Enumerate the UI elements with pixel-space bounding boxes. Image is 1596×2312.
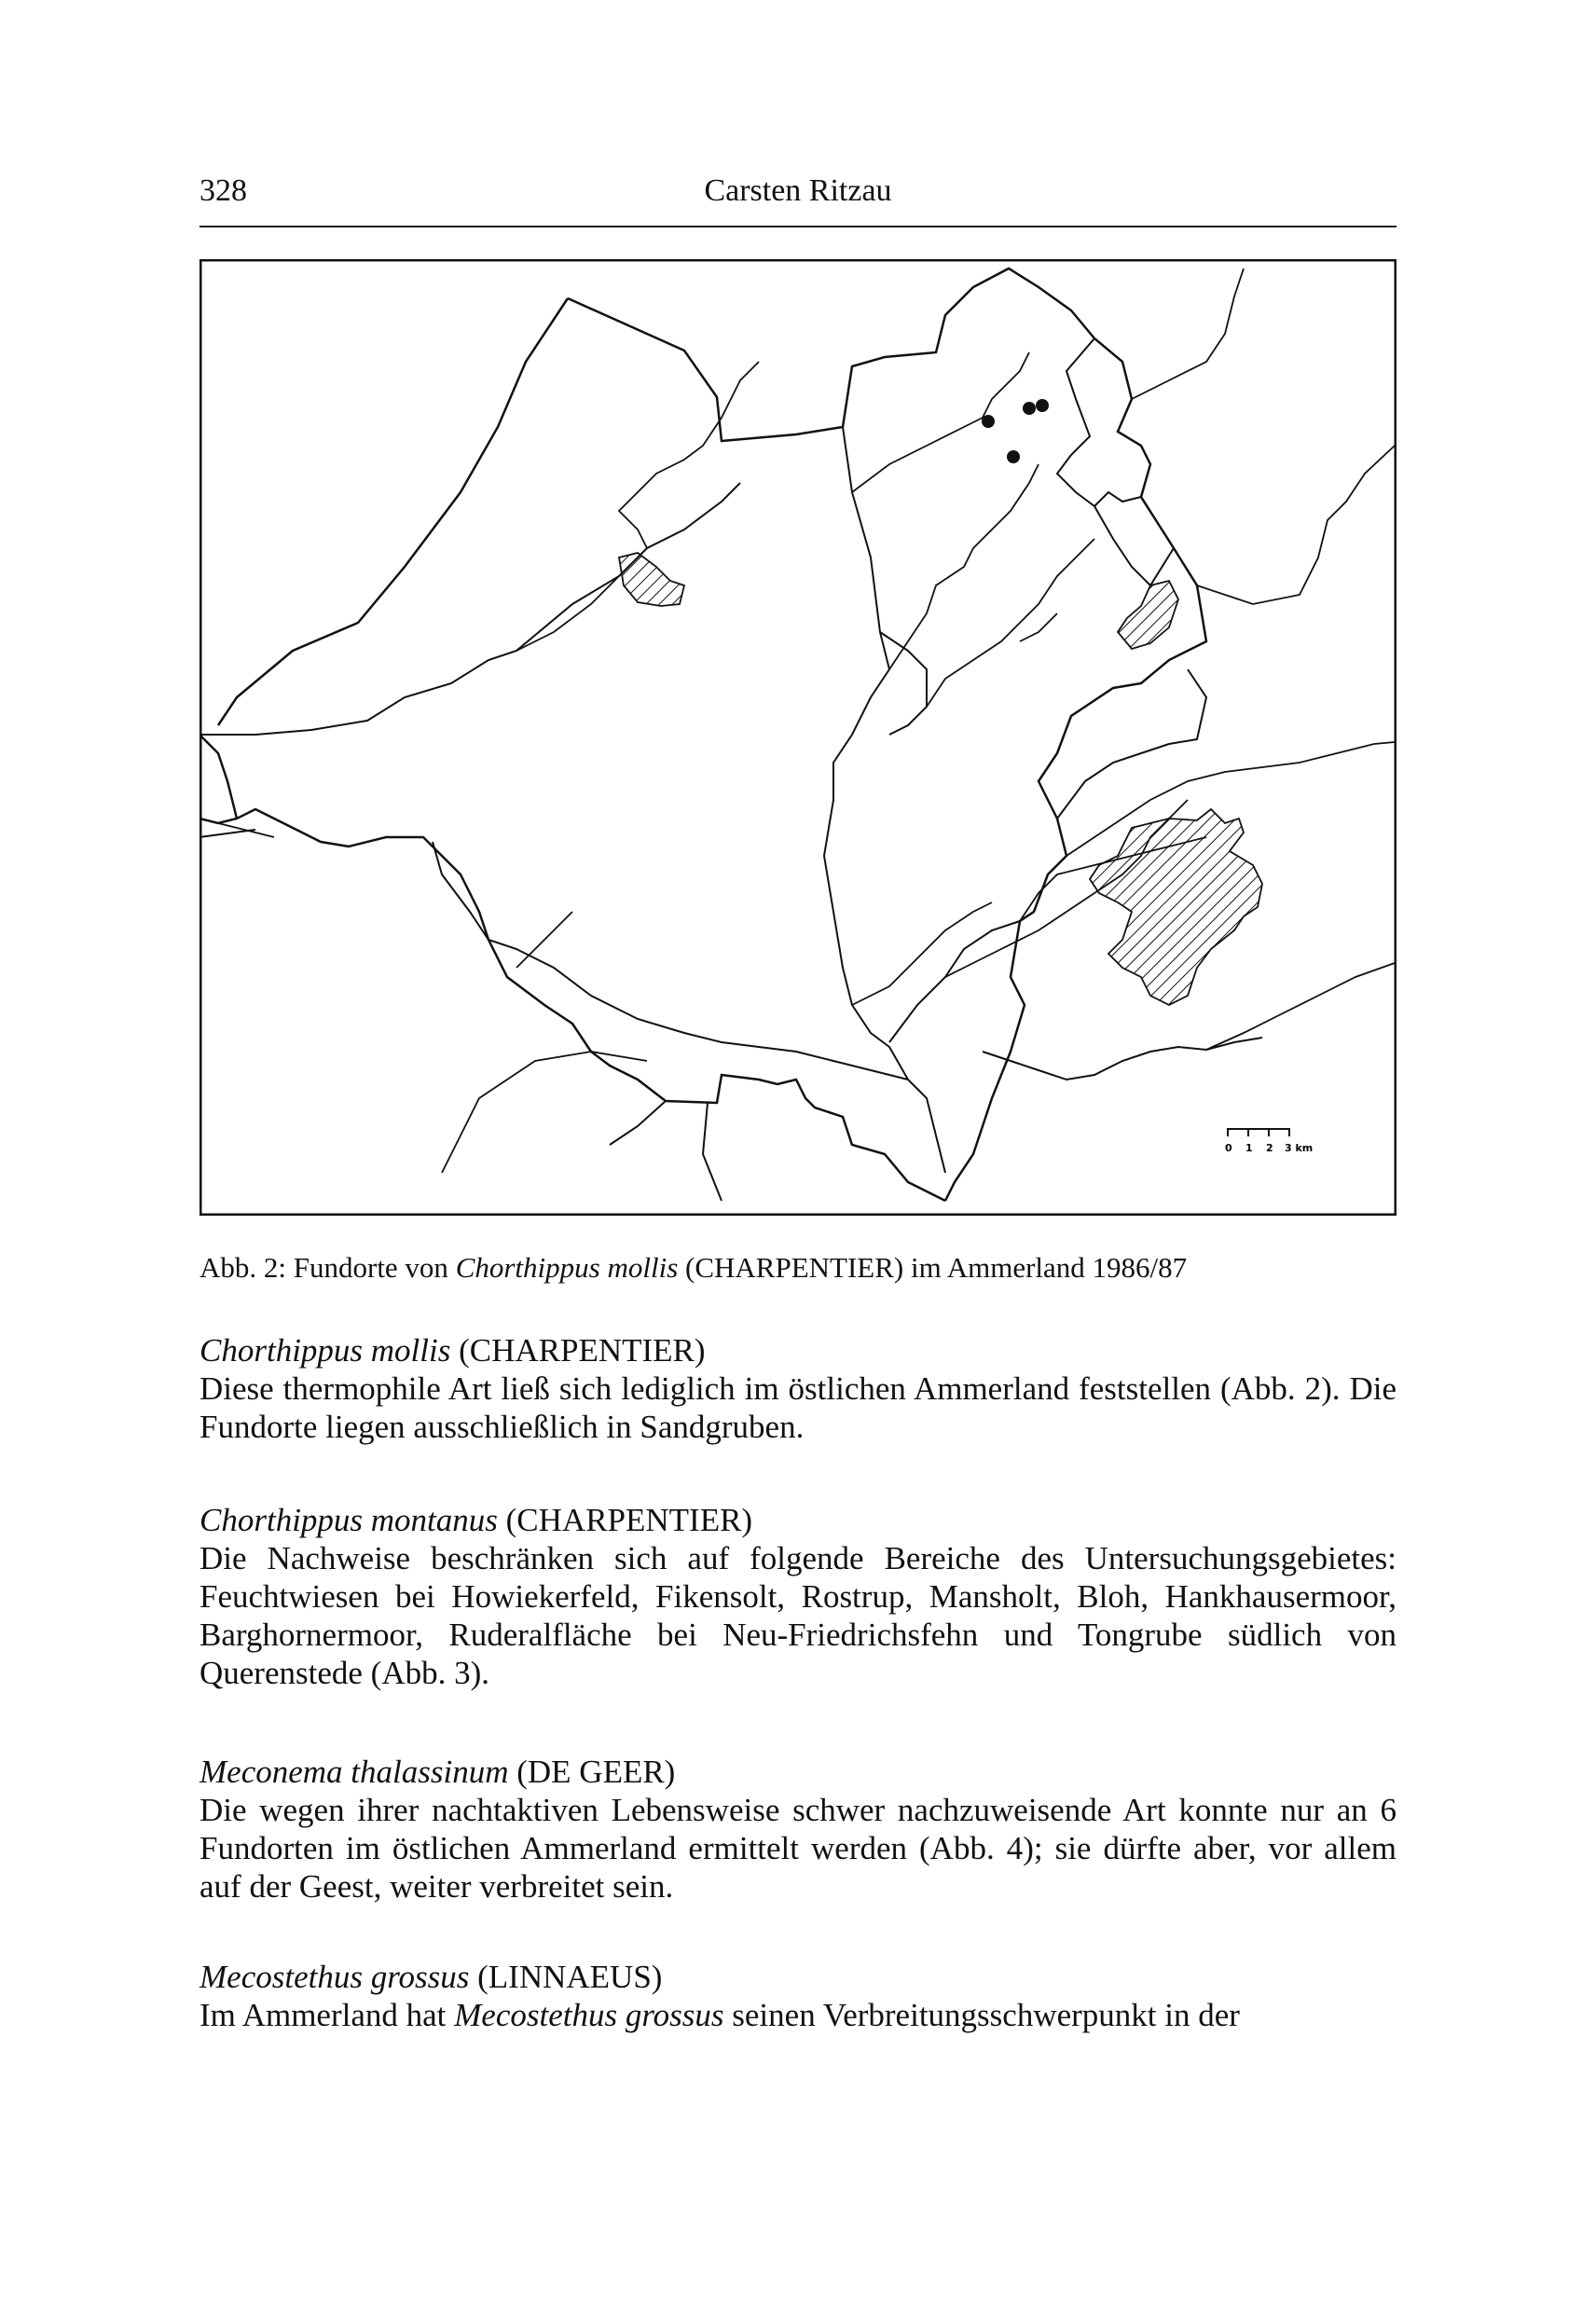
species-paragraph xyxy=(200,1996,1396,2034)
paragraph-prefix: Im Ammerland hat xyxy=(200,1997,455,2033)
map-border xyxy=(200,260,1396,1215)
species-heading xyxy=(200,1331,1396,1369)
species-paragraph: Die wegen ihrer nachtaktiven Lebensweise schwer nachzuweisende Art konnte nur an 6 Fundorten im östlichen Ammerland ermittelt werden (Abb. 4); sie dürfte aber, vor allem auf der Geest, weiter verbreitet sein. xyxy=(200,1792,1396,1905)
species-section xyxy=(200,1501,1396,1692)
species-name: Chorthippus montanus xyxy=(200,1502,498,1538)
locality-point xyxy=(982,415,995,428)
scale-tick-label: 0 xyxy=(1225,1142,1232,1154)
species-name: Mecostethus grossus xyxy=(200,1959,470,1995)
figure-caption xyxy=(200,1251,1396,1285)
caption-taxon: Chorthippus mollis xyxy=(455,1251,679,1284)
locality-point xyxy=(1007,450,1020,463)
locality-point xyxy=(1036,399,1049,412)
species-section xyxy=(200,1753,1396,1906)
species-name: Chorthippus mollis xyxy=(200,1332,451,1369)
species-heading xyxy=(200,1501,1396,1539)
species-section xyxy=(200,1331,1396,1446)
page-number: 328 xyxy=(200,173,247,208)
scale-tick-label: 1 xyxy=(1245,1142,1253,1154)
species-author: (DE GEER) xyxy=(508,1754,676,1790)
page-header xyxy=(200,173,1396,227)
scale-tick-label: 2 xyxy=(1266,1142,1273,1154)
species-heading xyxy=(200,1958,1396,1996)
species-heading xyxy=(200,1753,1396,1791)
species-author: (LINNAEUS) xyxy=(469,1959,663,1995)
caption-prefix: Abb. 2: Fundorte von xyxy=(200,1251,456,1284)
paragraph-suffix: seinen Verbreitungsschwerpunkt in der xyxy=(723,1997,1240,2033)
locality-point xyxy=(1023,402,1036,415)
running-head: Carsten Ritzau xyxy=(704,173,892,208)
species-paragraph: Diese thermophile Art ließ sich lediglich im östlichen Ammerland feststellen (Abb. 2). Die Fundorte liegen ausschließlich in Sandgruben. xyxy=(200,1370,1396,1445)
species-section xyxy=(200,1958,1396,2034)
paragraph-taxon: Mecostethus grossus xyxy=(454,1997,724,2033)
scale-tick-label: 3 km xyxy=(1285,1142,1314,1154)
species-name: Meconema thalassinum xyxy=(200,1754,509,1790)
species-paragraph: Die Nachweise beschränken sich auf folgende Bereiche des Untersuchungsgebietes: Feuchtwiesen bei Howiekerfeld, Fikensolt, Rostrup, Mansholt, Bloh, Hankhausermoor, Barghornermoor, Ruderalfläche bei Neu-Friedrichsfehn und Tongrube südlich von Querenstede (Abb. 3). xyxy=(200,1540,1396,1691)
caption-suffix: (CHARPENTIER) im Ammerland 1986/87 xyxy=(678,1251,1188,1284)
species-author: (CHARPENTIER) xyxy=(450,1332,706,1369)
species-author: (CHARPENTIER) xyxy=(497,1502,753,1538)
distribution-map xyxy=(200,259,1396,1216)
